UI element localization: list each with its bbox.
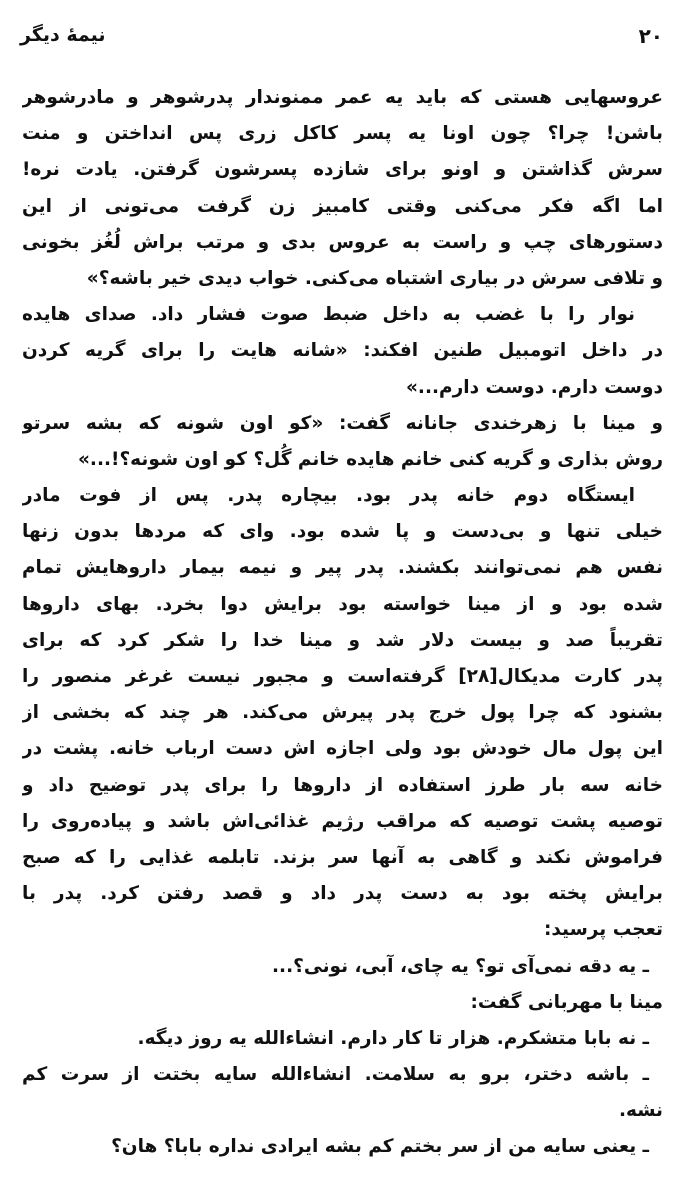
dialog-line: ـ نه بابا متشکرم. هزار تا کار دارم. انشاءالله یه روز دیگه. <box>137 1027 649 1049</box>
dialog-line: ـ یه دقه نمی‌آی تو؟ یه چای، آبی، نونی؟... <box>272 955 649 977</box>
text-line: و تلافی سرش در بیاری اشتباه می‌کنی. خواب دیدی خیر باشه؟» <box>86 267 663 289</box>
text-line: پدر کارت مدیکال[۲۸] گرفته‌است و مجبور نیست غرغر منصور را <box>22 666 663 687</box>
text-line: در داخل اتومبیل طنین افکند: «شانه هایت را برای گریه کردن <box>22 340 663 362</box>
text-line: ایستگاه دوم خانه پدر بود. بیچاره پدر. پس از فوت مادر <box>22 485 635 507</box>
text-line: مینا با مهربانی گفت: <box>470 991 663 1013</box>
running-title: نیمهٔ دیگر <box>20 24 106 46</box>
text-line: شده بود و از مینا خواسته بود برایش دوا بخرد. بهای داروها <box>22 593 663 615</box>
dialog-line: ـ باشه دختر، برو به سلامت. انشاءالله سایه بختت از سرت کم <box>22 1064 649 1086</box>
page-number: ۲۰ <box>638 24 663 48</box>
dialog-line: ـ یعنی سایه من از سر بختم کم بشه ایرادی نداره بابا؟ هان؟ <box>111 1136 649 1158</box>
text-line: باشن! چرا؟ چون اونا یه پسر کاکل زری پس انداختن و منت <box>22 123 663 145</box>
text-line: روش بذاری و گریه کنی خانم هایده خانم گُل؟ کو اون شونه؟!...» <box>77 448 663 470</box>
text-line: تقریباً صد و بیست دلار شد و مینا خدا را شکر کرد که برای <box>22 629 663 651</box>
text-line: نوار را با غضب به داخل ضبط صوت فشار داد. صدای هایده <box>22 304 635 326</box>
text-line: خانه سه بار طرز استفاده از داروها را برای پدر توضیح داد و <box>22 774 663 796</box>
text-line: خیلی تنها و بی‌دست و پا شده بود. وای که مردها بدون زنها <box>22 521 663 543</box>
text-line: توصیه پشت توصیه که مراقب رژیم غذائی‌اش باشد و پیاده‌روی را <box>22 810 663 832</box>
text-line: این پول مال خودش بود ولی اجازه اش دست ارباب خانه. پشت در <box>22 738 663 760</box>
text-line: سرش گذاشتن و اونو برای شازده پسرشون گرفتن. یادت نره! <box>22 159 663 181</box>
text-line: دوست دارم. دوست دارم...» <box>405 376 663 398</box>
text-line: بشنود که چرا پول خرج پدر پیرش می‌کند. هر چند که بخشی از <box>22 702 663 724</box>
text-line: نفس هم نمی‌توانند بکشند. پدر پیر و نیمه بیمار داروهایش تمام <box>22 557 663 579</box>
page-header <box>16 22 671 56</box>
text-line: فراموش نکند و گاهی به آنها سر بزند. تابلمه غذایی را که صبح <box>22 846 663 868</box>
text-line: نشه. <box>618 1100 663 1122</box>
text-line: دستورهای چپ و راست به عروس بدی و مرتب براش لُغُز بخونی <box>22 231 663 253</box>
text-line: اما اگه فکر می‌کنی وقتی کامبیز زن گرفت می‌تونی از این <box>22 195 663 217</box>
body-text <box>22 80 663 1166</box>
text-line: برایش پخته بود به دست پدر داد و قصد رفتن کرد. پدر با <box>22 883 663 905</box>
text-line: عروسهایی هستی که باید یه عمر ممنوندار پدرشوهر و مادرشوهر <box>22 87 663 108</box>
text-line: و مینا با زهرخندی جانانه گفت: «کو اون شونه که بشه سرتو <box>22 412 663 434</box>
text-line: تعجب پرسید: <box>543 919 663 941</box>
